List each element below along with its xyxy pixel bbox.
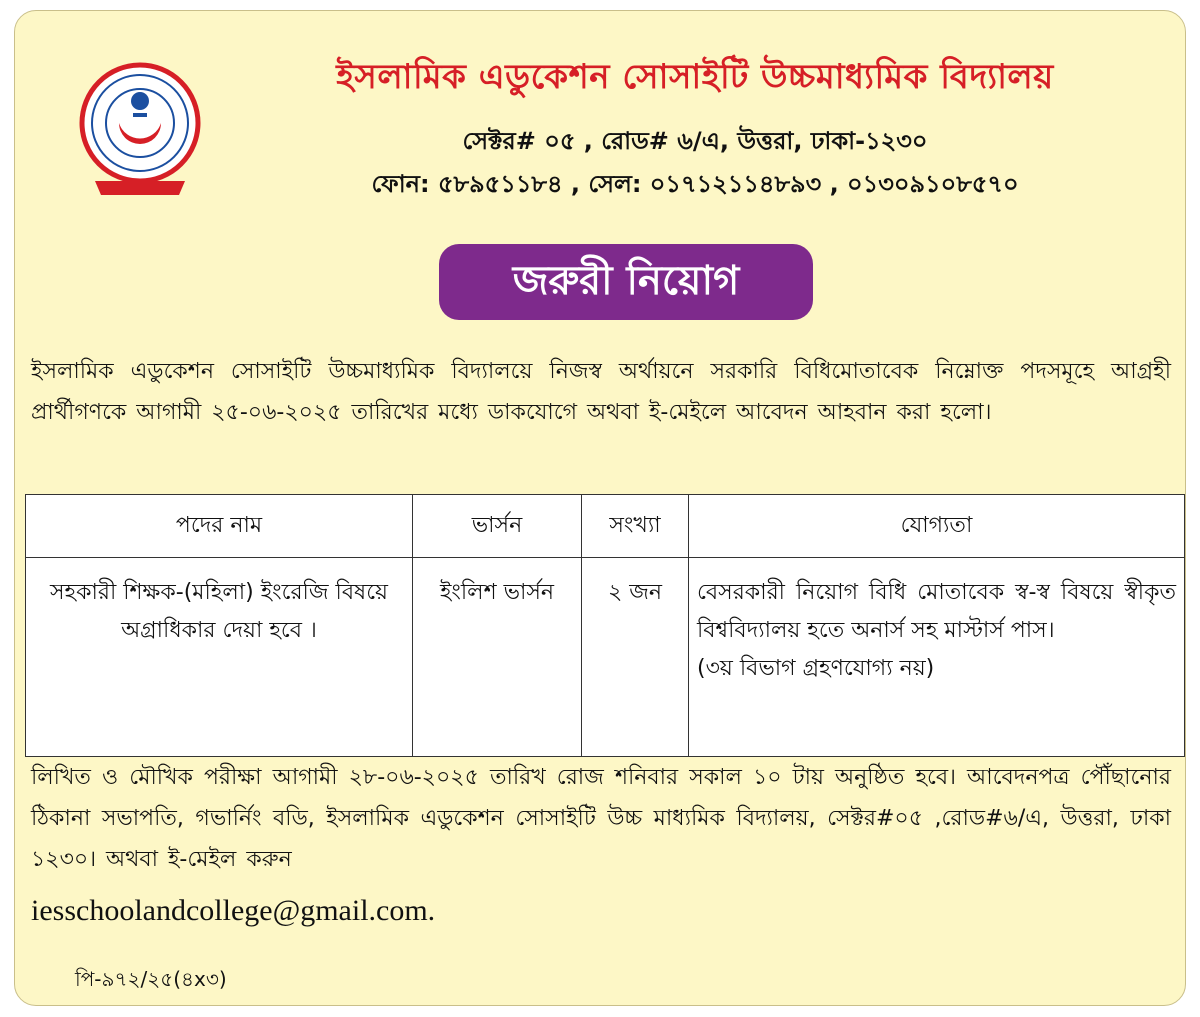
school-phone: ফোন: ৫৮৯৫১১৮৪ , সেল: ০১৭১২১১৪৮৯৩ , ০১৩০৯১০৮৫৭০ <box>371 170 1019 198</box>
school-name: ইসলামিক এডুকেশন সোসাইটি উচ্চমাধ্যমিক বিদ্যালয় <box>336 57 1054 97</box>
cell-version: ইংলিশ ভার্সন <box>413 558 582 757</box>
header-post-name: পদের নাম <box>26 495 413 558</box>
contact-email[interactable]: iesschoolandcollege@gmail.com. <box>31 894 436 927</box>
header-count: সংখ্যা <box>582 495 689 558</box>
urgent-recruitment-badge: জরুরী নিয়োগ <box>439 244 813 320</box>
table-row <box>26 558 1185 757</box>
header-version: ভার্সন <box>413 495 582 558</box>
cell-post-name: সহকারী শিক্ষক-(মহিলা) ইংরেজি বিষয়ে অগ্রাধিকার দেয়া হবে । <box>26 558 413 757</box>
header-qualification: যোগ্যতা <box>689 495 1185 558</box>
qualification-note: (৩য় বিভাগ গ্রহণযোগ্য নয়) <box>697 656 935 681</box>
exam-info-paragraph: লিখিত ও মৌখিক পরীক্ষা আগামী ২৮-০৬-২০২৫ তারিখ রোজ শনিবার সকাল ১০ টায় অনুষ্ঠিত হবে। আবেদনপত্র পৌঁছানোর ঠিকানা সভাপতি, গভার্নিং বডি, ইসলামিক এডুকেশন সোসাইটি উচ্চ মাধ্যমিক বিদ্যালয়, সেক্টর#০৫ ,রোড#৬/এ, উত্তরা, ঢাকা ১২৩০। অথবা ই-মেইল করুন <box>31 765 1171 872</box>
reference-code: পি-৯৭২/২৫(৪x৩) <box>75 967 227 991</box>
school-logo-icon <box>75 61 205 211</box>
intro-paragraph: ইসলামিক এডুকেশন সোসাইটি উচ্চমাধ্যমিক বিদ্যালয়ে নিজস্ব অর্থায়নে সরকারি বিধিমোতাবেক নিম্নোক্ত পদসমূহে আগ্রহী প্রার্থীগণকে আগামী ২৫-০৬-২০২৫ তারিখের মধ্যে ডাকযোগে অথবা ই-মেইলে আবেদন আহবান করা হলো। <box>31 359 1171 425</box>
cell-qualification <box>689 558 1185 757</box>
qualification-text: বেসরকারী নিয়োগ বিধি মোতাবেক স্ব-স্ব বিষয়ে স্বীকৃত বিশ্ববিদ্যালয় হতে অনার্স সহ মাস্টার্স পাস। <box>697 580 1176 643</box>
advertisement-card <box>14 10 1186 1006</box>
cell-count: ২ জন <box>582 558 689 757</box>
table-header-row <box>26 495 1185 558</box>
vacancy-table <box>25 494 1185 757</box>
school-address: সেক্টর# ০৫ , রোড# ৬/এ, উত্তরা, ঢাকা-১২৩০ <box>462 127 928 155</box>
